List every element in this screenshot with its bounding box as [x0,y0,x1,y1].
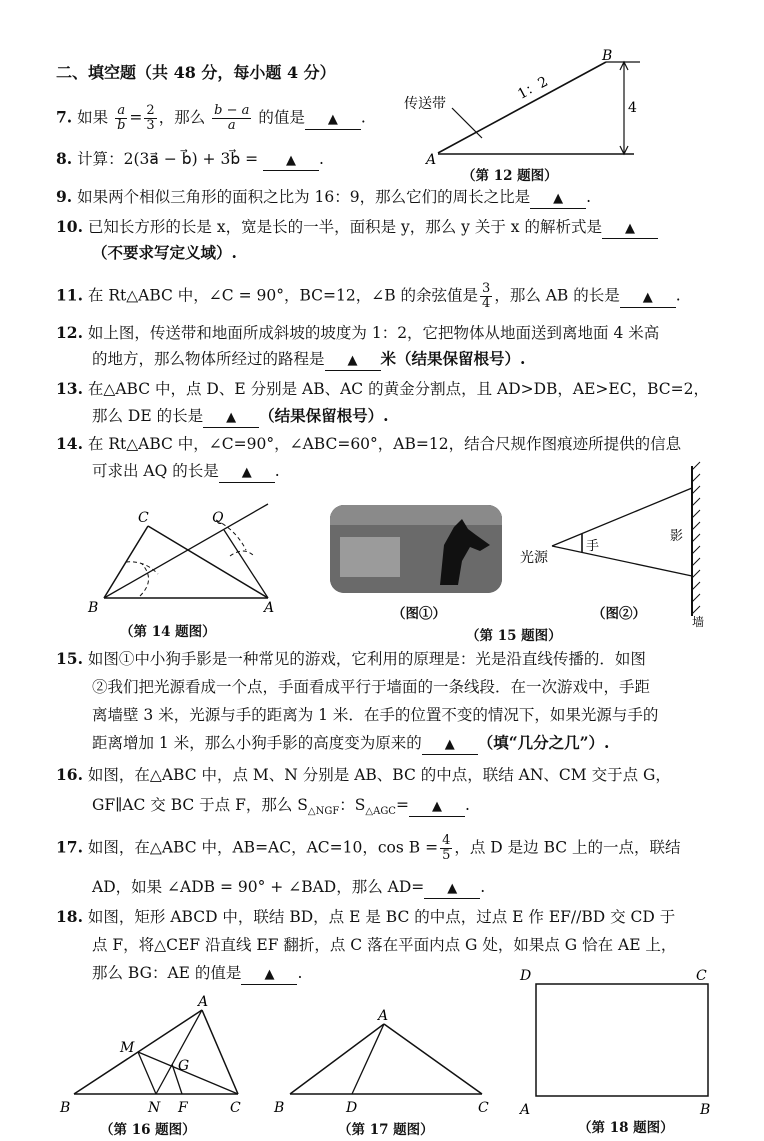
fraction-2-over-3: $\frac{2}{3}$ [146,103,155,133]
figure-18-caption: （第 18 题图） [578,1120,674,1136]
question-9: 9. 如果两个相似三角形的面积之比为 16：9，那么它们的周长之比是 ▲ . [56,186,591,209]
point-b-label: B [700,1102,711,1118]
question-text: 如上图，传送带和地面所成斜坡的坡度为 1：2，它把物体从地面送到离地面 4 米高 [87,324,660,342]
point-b-label: B [274,1100,285,1116]
wall-label: 墙 [692,615,705,628]
hand-shadow-photo [330,505,502,593]
question-12 [56,322,659,344]
belt-line [438,62,606,153]
question-text: 计算：2(3a⃗ − b⃗) + 3b⃗ = [77,150,259,168]
question-text: 如果两个相似三角形的面积之比为 16：9，那么它们的周长之比是 [77,188,531,206]
hand-shape [340,537,400,577]
question-number: 12. [56,323,83,342]
answer-blank: ▲ [424,878,480,899]
segment-aq [224,530,268,598]
lower-ray [552,546,692,576]
question-15-line4: 距离增加 1 米，那么小狗手影的高度变为原来的 ▲ （填“几分之几”）. [92,732,609,755]
question-number: 7. [56,107,73,127]
question-18-line3: 那么 BG：AE 的值是 ▲ . [92,962,302,985]
question-number: 10. [56,217,83,236]
shadow-label: 影 [670,529,684,544]
figure-15-sub1: （图①） [392,606,446,622]
answer-blank: ▲ [219,462,275,483]
point-g-label: G [178,1058,190,1074]
question-18-line2: 点 F，将△CEF 沿直线 EF 翻折，点 C 落在平面内点 G 处，如果点 G 恰在 AE 上， [92,936,677,954]
point-m-label: M [120,1040,135,1056]
question-text: 如图，在△ABC 中，AB=AC，AC=10，cos B = [87,838,439,857]
figure-16-caption: （第 16 题图） [100,1122,196,1138]
question-12-line2: 的地方，那么物体所经过的路程是 ▲ 米（结果保留根号）. [92,348,525,371]
hand-label: 手 [586,539,600,554]
question-18 [56,906,675,928]
section-title: 二、填空题（共 48 分，每小题 4 分） [56,63,336,82]
question-number: 9. [56,187,73,206]
construction-arc [230,551,254,556]
question-text: 在 Rt△ABC 中，∠C = 90°，BC=12，∠B 的余弦值是 [87,286,479,305]
answer-blank: ▲ [422,734,478,755]
question-text: 在△ABC 中，点 D、E 分别是 AB、AC 的黄金分割点，且 AD>DB，AE>EC，BC=2， [87,380,709,398]
question-number: 13. [56,379,83,398]
point-a-label: A [378,1008,389,1024]
wall-hatching [692,462,700,614]
question-17: 17. 如图，在△ABC 中，AB=AC，AC=10，cos B = $\frac{4}{5}$ ，点 D 是边 BC 上的一点，联结 [56,833,681,863]
fraction-4-over-5: $\frac{4}{5}$ [442,833,451,863]
question-text: 在 Rt△ABC 中，∠C=90°，∠ABC=60°，AB=12，结合尺规作图痕迹所提供的信息 [87,435,682,453]
question-number: 18. [56,907,83,926]
answer-blank: ▲ [263,150,319,171]
question-number: 15. [56,649,83,668]
point-b-label: B [88,600,99,616]
question-11: 11. 在 Rt△ABC 中，∠C = 90°，BC=12，∠B 的余弦值是 $\frac{3}{4}$ ，那么 AB 的长是 ▲ . [56,281,681,311]
figure-17-caption: （第 17 题图） [338,1122,434,1138]
figure-14-caption: （第 14 题图） [120,624,216,640]
point-d-label: D [520,968,532,984]
belt-label: 传送带 [404,96,446,112]
answer-blank: ▲ [530,188,586,209]
question-16 [56,764,671,786]
question-7: 7. 如果 $\frac{a}{b}$ = $\frac{2}{3}$ ，那么 $\frac{b - a}{a}$ 的值是 ▲ . [56,103,366,133]
answer-blank: ▲ [409,796,465,817]
answer-blank: ▲ [620,287,676,308]
point-b-label: B [60,1100,71,1116]
question-15-line2: ②我们把光源看成一个点，手面看成平行于墙面的一条线段．在一次游戏中，手距 [92,678,651,696]
point-a-label: A [198,994,209,1010]
question-17-line2: AD，如果 ∠ADB = 90° + ∠BAD，那么 AD= ▲ . [92,876,485,899]
answer-blank: ▲ [305,109,361,130]
segment-ad [352,1024,384,1094]
figure-12 [396,48,654,164]
construction-arc [126,562,158,574]
height-label: 4 [628,100,637,116]
figure-16 [56,994,262,1118]
construction-arc [140,564,149,596]
figure-15-sub2: （图②） [592,606,646,622]
point-c-label: C [138,510,149,526]
question-14 [56,433,681,455]
point-q-label: Q [212,510,224,526]
rectangle-abcd [536,984,708,1096]
answer-blank: ▲ [241,964,297,985]
question-15-line3: 离墙壁 3 米，光源与手的距离为 1 米．在手的位置不变的情况下，如果光源与手的 [92,706,659,724]
fraction-b-minus-a-over-a: $\frac{b - a}{a}$ [214,103,250,133]
slope-label: 1：2 [515,73,551,103]
point-f-label: F [178,1100,188,1116]
side-ac [384,1024,482,1094]
question-10-note: （不要求写定义域）. [92,243,237,262]
point-c-label: C [696,968,707,984]
point-n-label: N [148,1100,161,1116]
side-ba [290,1024,384,1094]
question-number: 17. [56,837,83,857]
segment-an [156,1010,202,1094]
question-13 [56,378,709,400]
answer-blank: ▲ [602,218,658,239]
question-14-line2: 可求出 AQ 的长是 ▲ . [92,460,280,483]
question-number: 11. [56,285,83,305]
dog-shadow-image [330,505,502,593]
question-text: 如果 [77,108,109,127]
question-10 [56,216,658,239]
point-c-label: C [230,1100,241,1116]
fraction-a-over-b: $\frac{a}{b}$ [117,103,126,133]
point-a-label: A [264,600,275,616]
belt-pointer [452,108,482,138]
answer-blank: ▲ [325,350,381,371]
figure-12-caption: （第 12 题图） [462,168,558,184]
point-c-label: C [478,1100,489,1116]
question-text: 如图，矩形 ABCD 中，联结 BD，点 E 是 BC 的中点，过点 E 作 EF//BD 交 CD 于 [87,908,676,926]
question-text: 如图，在△ABC 中，点 M、N 分别是 AB、BC 的中点，联结 AN、CM 交于点 G， [87,766,671,784]
point-b-label: B [602,48,613,64]
question-8: 8. 计算：2(3a⃗ − b⃗) + 3b⃗ = ▲ . [56,148,324,171]
figure-15-caption: （第 15 题图） [466,628,562,644]
question-number: 14. [56,434,83,453]
figure-18 [516,962,726,1120]
question-number: 8. [56,149,73,168]
fraction-3-over-4: $\frac{3}{4}$ [482,281,491,311]
figure-17 [270,1006,500,1118]
question-13-line2: 那么 DE 的长是 ▲ （结果保留根号）. [92,405,389,428]
question-number: 16. [56,765,83,784]
question-text: 已知长方形的长是 x，宽是长的一半，面积是 y，那么 y 关于 x 的解析式是 [87,218,602,236]
light-source-label: 光源 [520,550,548,566]
question-15 [56,648,646,670]
question-16-line2: GF∥AC 交 BC 于点 F，那么 $S_{\triangle NGF}$：$S_{\triangle AGC}=$ ▲ . [92,796,470,818]
point-a-label: A [426,152,437,164]
point-d-label: D [346,1100,358,1116]
figure-14 [86,500,282,618]
question-text: 如图①中小狗手影是一种常见的游戏，它利用的原理是：光是沿直线传播的．如图 [87,650,646,668]
point-a-label: A [520,1102,531,1118]
answer-blank: ▲ [203,407,259,428]
